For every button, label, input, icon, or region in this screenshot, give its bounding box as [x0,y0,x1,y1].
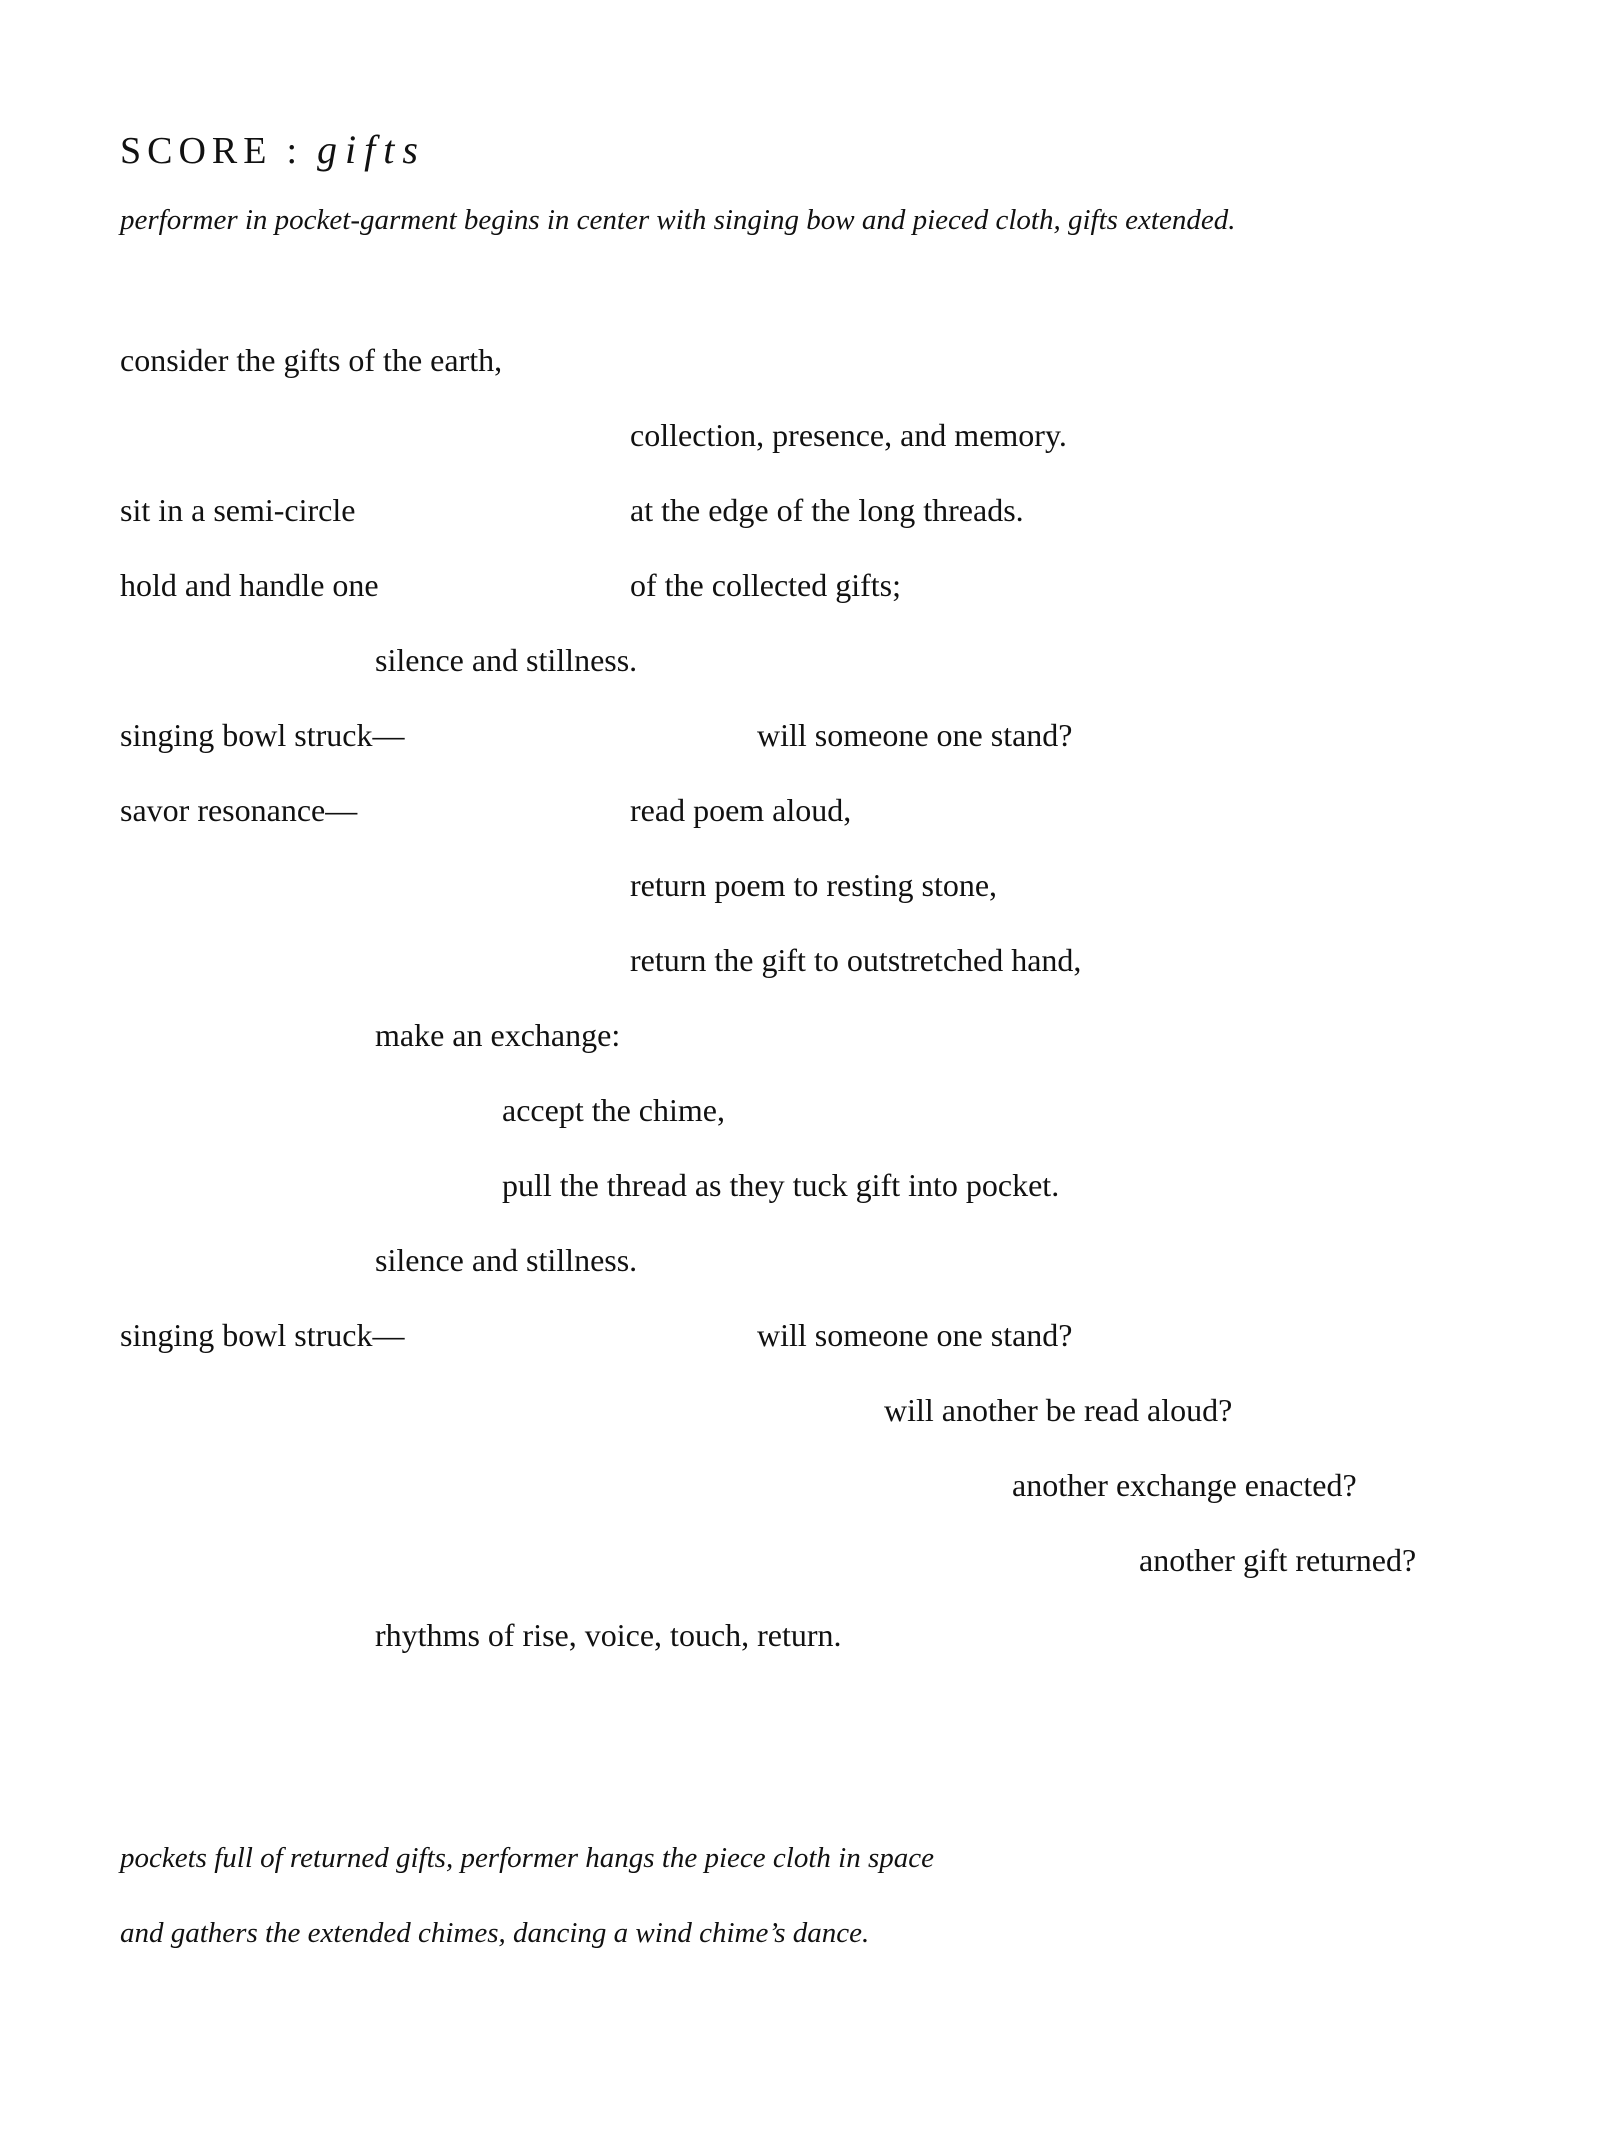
score-line: savor resonance— [120,792,358,828]
score-line: another exchange enacted? [1012,1467,1357,1503]
score-line: singing bowl struck— [120,717,405,753]
score-line: at the edge of the long threads. [630,492,1024,528]
score-line: consider the gifts of the earth, [120,342,503,378]
score-line: pull the thread as they tuck gift into pocket. [502,1167,1060,1203]
score-line: will someone one stand? [757,717,1073,753]
score-line: silence and stillness. [375,1242,638,1278]
score-title [120,126,426,173]
score-line: read poem aloud, [630,792,852,828]
score-line: accept the chime, [502,1092,725,1128]
score-line: make an exchange: [375,1017,621,1053]
score-line: will another be read aloud? [884,1392,1233,1428]
intro-direction: performer in pocket-garment begins in center with singing bow and pieced cloth, gifts extended. [120,204,1236,236]
score-line: rhythms of rise, voice, touch, return. [375,1617,842,1653]
score-line: will someone one stand? [757,1317,1073,1353]
score-line: singing bowl struck— [120,1317,405,1353]
title-main: SCORE [120,130,273,172]
score-line: hold and handle one [120,567,379,603]
score-line: another gift returned? [1139,1542,1417,1578]
score-line: sit in a semi-circle [120,492,356,528]
score-line: of the collected gifts; [630,567,902,603]
outro-direction: pockets full of returned gifts, performer hangs the piece cloth in space [120,1842,934,1874]
score-line: silence and stillness. [375,642,638,678]
outro-direction: and gathers the extended chimes, dancing a wind chime’s dance. [120,1917,870,1949]
score-line: return the gift to outstretched hand, [630,942,1082,978]
title-separator: : [286,130,304,172]
title-subtitle: gifts [317,127,426,172]
score-line: collection, presence, and memory. [630,417,1067,453]
score-line: return poem to resting stone, [630,867,998,903]
